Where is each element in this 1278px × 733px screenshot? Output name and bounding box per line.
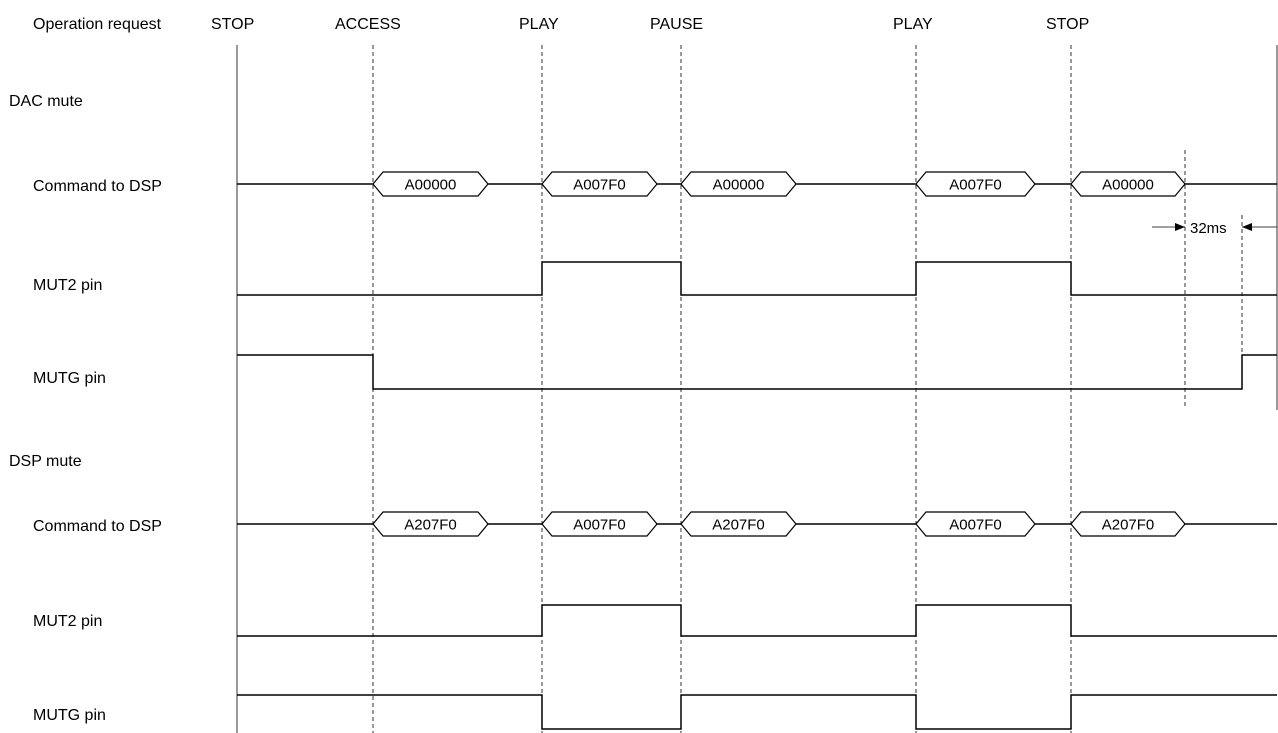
event-label-stop-2: STOP — [1046, 16, 1090, 33]
row-label-dac-command: Command to DSP — [33, 178, 162, 195]
bus-value-box — [542, 512, 657, 536]
section-title-dsp-mute: DSP mute — [9, 453, 82, 470]
event-label-pause: PAUSE — [650, 16, 704, 33]
dsp-mut2-waveform — [237, 605, 1277, 636]
bus-value-box — [373, 512, 488, 536]
bus-value: A00000 — [404, 176, 457, 194]
bus-value: A207F0 — [1101, 516, 1155, 534]
bus-value: A007F0 — [573, 516, 626, 534]
row-label-dac-mut2: MUT2 pin — [33, 277, 103, 294]
bus-value-box — [916, 172, 1035, 196]
dsp-command-bus — [237, 512, 1277, 536]
row-label-dsp-command: Command to DSP — [33, 518, 162, 535]
delay-annotation — [1152, 220, 1277, 237]
row-label-dsp-mutg: MUTG pin — [33, 707, 106, 724]
bus-value: A207F0 — [404, 516, 457, 534]
event-label-play: PLAY — [519, 16, 559, 33]
bus-value: A207F0 — [712, 516, 765, 534]
row-label-dsp-mut2: MUT2 pin — [33, 613, 103, 630]
bus-value-box — [542, 172, 657, 196]
dac-mut2-waveform — [237, 262, 1277, 295]
dsp-mutg-waveform — [237, 695, 1277, 729]
bus-value: A00000 — [712, 176, 765, 194]
event-label-access: ACCESS — [335, 16, 401, 33]
bus-value-box — [681, 172, 796, 196]
bus-value-box — [373, 172, 488, 196]
event-label-play-2: PLAY — [893, 16, 933, 33]
row-label-dac-mutg: MUTG pin — [33, 370, 106, 387]
section-title-dac-mute: DAC mute — [9, 93, 83, 110]
event-label-stop: STOP — [211, 16, 255, 33]
operation-request-title: Operation request — [33, 16, 162, 33]
bus-value: A007F0 — [949, 516, 1002, 534]
bus-value: A007F0 — [949, 176, 1002, 194]
dac-mutg-waveform — [237, 355, 1277, 389]
dac-command-bus — [237, 172, 1277, 196]
bus-value: A00000 — [1102, 176, 1154, 194]
delay-label: 32ms — [1190, 220, 1227, 237]
bus-value-box — [681, 512, 796, 536]
bus-value-box — [1071, 172, 1185, 196]
bus-value-box — [1071, 512, 1185, 536]
bus-value-box — [916, 512, 1035, 536]
bus-value: A007F0 — [573, 176, 626, 194]
